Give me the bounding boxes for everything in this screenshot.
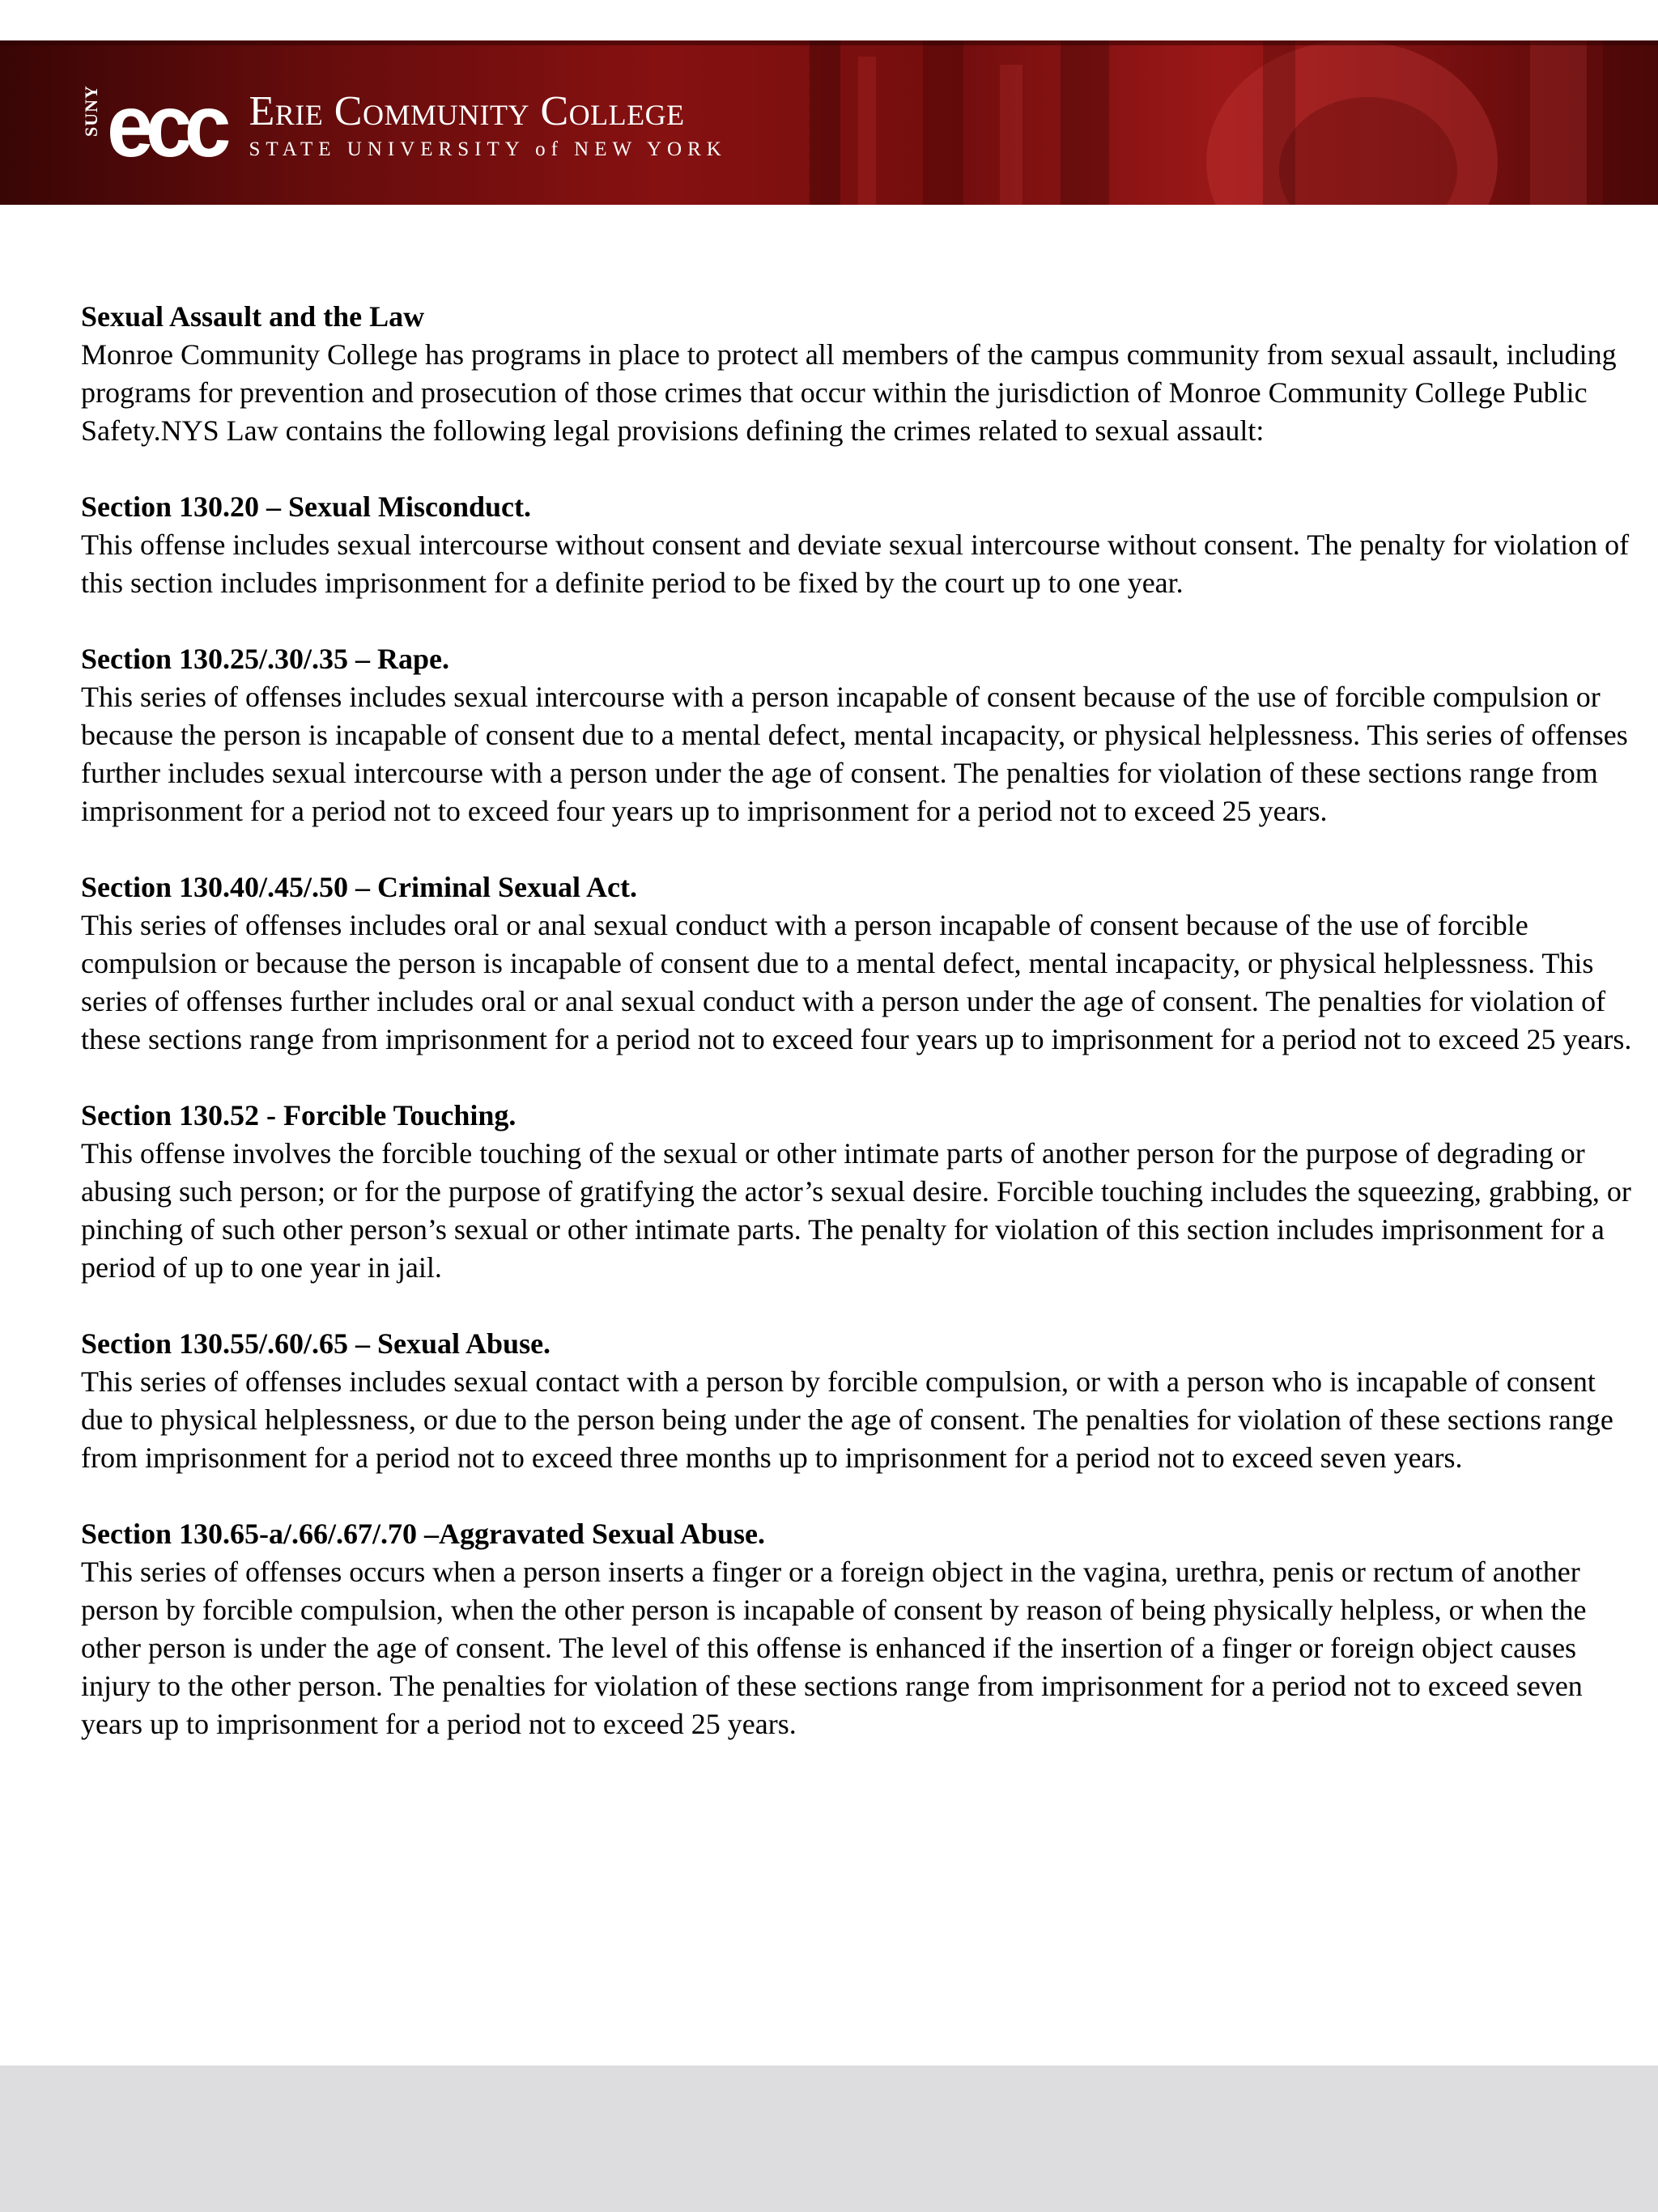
college-logo	[81, 77, 727, 176]
section-paragraph: This offense involves the forcible touching of the sexual or other intimate parts of another person for the purpose of degrading or abusing such person; or for the purpose of gratifying the actor’s sexual desire. Forcible touching includes the squeezing, grabbing, or pinching of such other person’s sexual or other intimate parts. The penalty for violation of this section includes imprisonment for a period of up to one year in jail.	[81, 1137, 1631, 1284]
law-section	[81, 640, 1635, 830]
university-line: STATE UNIVERSITY of NEW YORK	[249, 138, 727, 160]
law-section	[81, 1097, 1635, 1287]
section-paragraph: This series of offenses includes oral or anal sexual conduct with a person incapable of consent because of the use of forcible compulsion or because the person is incapable of consent due to a mental defect, mental incapacity, or physical helplessness. This series of offenses further includes oral or anal sexual conduct with a person under the age of consent. The penalties for violation of these sections range from imprisonment for a period not to exceed four years up to imprisonment for a period not to exceed 25 years.	[81, 909, 1632, 1055]
law-section	[81, 1325, 1635, 1477]
suny-mark: SUNY	[81, 85, 101, 137]
section-paragraph: This series of offenses includes sexual intercourse with a person incapable of consent because of the use of forcible compulsion or because the person is incapable of consent due to a mental defect, mental incapacity, or physical helplessness. This series of offenses further includes sexual intercourse with a person under the age of consent. The penalties for violation of these sections range from imprisonment for a period not to exceed four years up to imprisonment for a period not to exceed 25 years.	[81, 681, 1628, 827]
footer-band	[0, 2066, 1658, 2212]
intro-paragraph: Monroe Community College has programs in place to protect all members of the campus community from sexual assault, including programs for prevention and prosecution of those crimes that occur within the jurisdiction of Monroe Community College Public Safety.NYS Law contains the following legal provisions defining the crimes related to sexual assault:	[81, 338, 1617, 447]
section-heading: Section 130.25/.30/.35 – Rape.	[81, 643, 449, 675]
section-paragraph: This series of offenses includes sexual contact with a person by forcible compulsion, or with a person who is incapable of consent due to physical helplessness, or due to the person being under the age of consent. The penalties for violation of these sections range from imprisonment for a period not to exceed three months up to imprisonment for a period not to exceed seven years.	[81, 1365, 1613, 1474]
law-section	[81, 1515, 1635, 1743]
law-section	[81, 488, 1635, 602]
section-heading: Section 130.65-a/.66/.67/.70 –Aggravated Sexual Abuse.	[81, 1518, 766, 1550]
intro-section	[81, 298, 1635, 450]
section-heading: Section 130.40/.45/.50 – Criminal Sexual Act.	[81, 871, 637, 903]
section-heading: Section 130.20 – Sexual Misconduct.	[81, 490, 532, 523]
ecc-logo-mark: ecc	[107, 77, 223, 176]
college-name: Erie Community College	[249, 88, 685, 134]
logo-text	[249, 89, 727, 163]
header-banner	[0, 40, 1658, 205]
section-paragraph: This series of offenses occurs when a person inserts a finger or a foreign object in the vagina, urethra, penis or rectum of another person by forcible compulsion, when the other person is incapable of consent by reason of being physically helpless, or when the other person is under the age of consent. The level of this offense is enhanced if the insertion of a finger or foreign object causes injury to the other person. The penalties for violation of these sections range from imprisonment for a period not to exceed seven years up to imprisonment for a period not to exceed 25 years.	[81, 1556, 1587, 1740]
section-paragraph: This offense includes sexual intercourse without consent and deviate sexual intercourse without consent. The penalty for violation of this section includes imprisonment for a definite period to be fixed by the court up to one year.	[81, 529, 1630, 599]
document-body	[81, 298, 1635, 1781]
document-title: Sexual Assault and the Law	[81, 300, 425, 333]
law-section	[81, 868, 1635, 1059]
section-heading: Section 130.52 - Forcible Touching.	[81, 1099, 517, 1131]
section-heading: Section 130.55/.60/.65 – Sexual Abuse.	[81, 1327, 551, 1360]
